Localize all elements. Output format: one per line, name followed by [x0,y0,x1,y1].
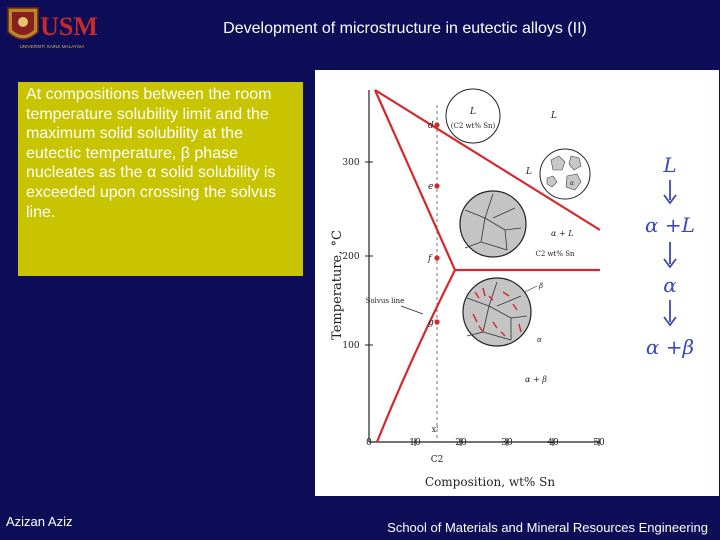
inset-f-alpha-grains [460,191,575,258]
x-tick-0 [366,438,372,448]
region-alpha-liquid: α + L [551,229,574,238]
inset-g-alpha-beta [463,278,543,346]
phase-sequence [640,150,710,370]
x-tick-50 [593,438,605,448]
logo-wordmark: USM [40,12,98,41]
x-axis-label: Composition, wt% Sn [424,475,556,489]
svg-text:α: α [569,180,575,187]
svg-text:10: 10 [409,438,421,448]
point-f-marker [434,255,439,260]
point-d-marker [434,122,439,127]
x-tick-30 [501,438,513,448]
c2-label: C2 [430,455,444,465]
solvus-pointer [401,306,423,314]
explanation-text: At compositions between the room temperature solubility limit and the maximum solid solubility at the eutectic temperature, β phase nucleates as the α solid solubility is exceeded upon crossing the solvus line. [26,86,276,221]
x-tick-20 [455,438,467,448]
school-name: School of Materials and Mineral Resources Engineering [387,520,708,535]
solidus-line [375,90,455,270]
svg-text:40: 40 [547,438,559,448]
svg-text:C2 wt% Sn: C2 wt% Sn [535,250,575,258]
logo-caption: UNIVERSITI SAINS MALAYSIA [19,44,85,49]
sequence-arrow-1 [664,180,676,203]
region-liquid: L [551,111,557,121]
sequence-step-1: L [663,153,677,177]
svg-text:200: 200 [342,252,360,262]
svg-text:20: 20 [455,438,467,448]
svg-text:50: 50 [593,438,605,448]
sequence-step-4: α +β [645,335,695,359]
inset-e-alpha-liquid [525,149,590,199]
svg-text:L: L [470,107,476,117]
region-solvus: Solvus line [365,297,405,305]
sequence-arrow-2 [664,242,676,267]
author-name: Azizan Aziz [6,514,73,529]
point-e-label: e [428,182,434,192]
svg-text:300: 300 [342,158,360,168]
x-prime-label: x' [431,425,439,434]
sequence-step-3: α [663,273,677,297]
svg-text:(C2 wt% Sn): (C2 wt% Sn) [450,122,496,130]
svg-text:β: β [539,282,544,290]
svg-text:L: L [526,167,532,177]
x-tick-40 [547,438,559,448]
solvus-line [377,270,455,442]
svg-text:α: α [537,336,542,344]
inset-d-liquid [446,89,500,143]
svg-text:30: 30 [501,438,513,448]
sequence-step-2: α +L [645,213,695,237]
svg-text:100: 100 [342,341,360,351]
y-axis-label: Temperature, °C [330,230,345,340]
point-e-marker [434,183,439,188]
x-tick-10 [409,438,421,448]
svg-text:0: 0 [366,438,372,448]
university-logo [4,2,100,50]
slide-title: Development of microstructure in eutectic alloys (II) [223,20,587,37]
region-alpha-beta: α + β [525,375,547,384]
explanation-box [18,82,303,276]
sequence-arrow-3 [664,300,676,325]
point-g-marker [434,319,439,324]
point-f-label: f [428,254,432,264]
point-d-label: d [428,121,434,131]
point-g-label: g [428,318,434,328]
